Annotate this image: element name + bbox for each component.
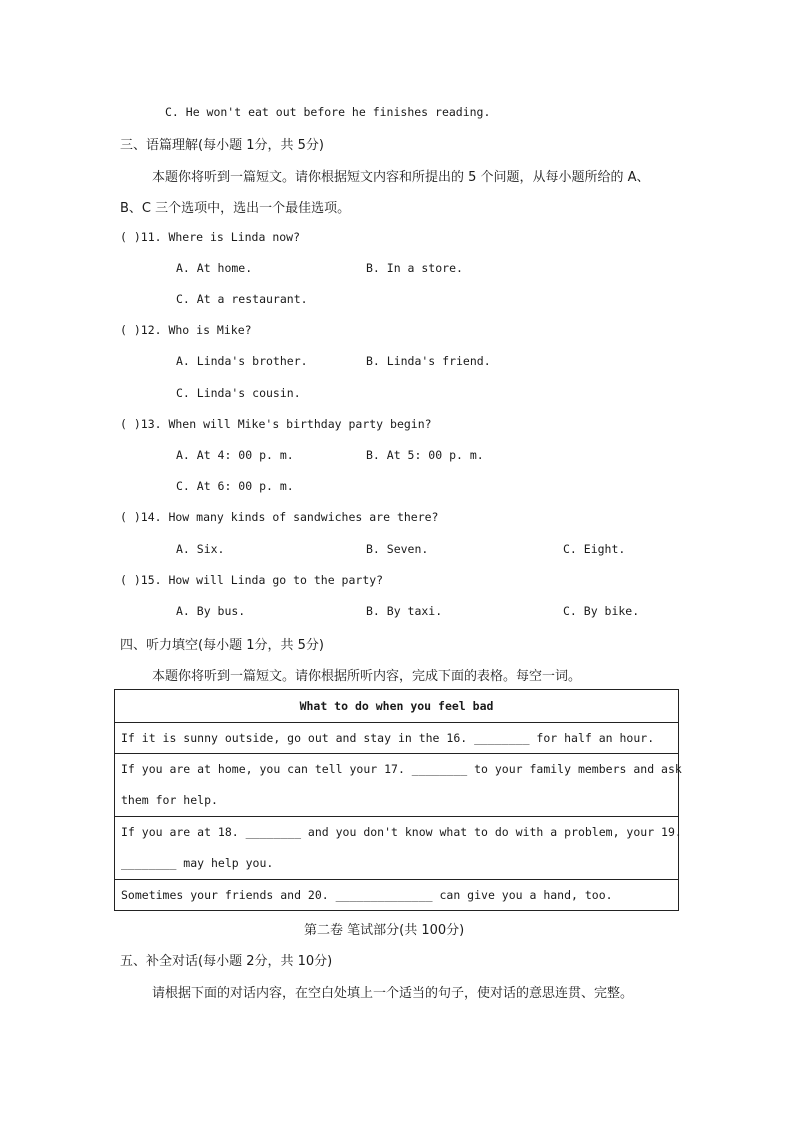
section3-heading: 三、语篇理解(每小题 1分，共 5分): [120, 138, 324, 153]
question-stem: ( )11. Where is Linda now?: [120, 230, 301, 244]
option-c: C. At 6: 00 p. m.: [176, 479, 294, 493]
option-b: B. At 5: 00 p. m.: [366, 448, 484, 462]
table-row: [115, 879, 678, 910]
section5-intro: 请根据下面的对话内容，在空白处填上一个适当的句子，使对话的意思连贯、完整。: [152, 986, 634, 1001]
table-row: [115, 816, 682, 879]
part2-title: 第二卷 笔试部分(共 100分): [304, 923, 465, 938]
table-row: [115, 722, 678, 753]
table-row-text: Sometimes your friends and 20. ______________ can give you a hand, too.: [121, 888, 613, 902]
question-stem: ( )14. How many kinds of sandwiches are there?: [120, 510, 439, 524]
prev-option-c: C. He won't eat out before he finishes reading.: [165, 105, 491, 119]
table-title: What to do when you feel bad: [299, 699, 494, 713]
table-row-text: ________ may help you.: [121, 856, 274, 870]
section3-intro-line1: 本题你将听到一篇短文。请你根据短文内容和所提出的 5 个问题，从每小题所给的 A、: [152, 170, 650, 185]
table-row-text: them for help.: [121, 793, 218, 807]
option-c: C. Linda's cousin.: [176, 386, 301, 400]
question-stem: ( )15. How will Linda go to the party?: [120, 573, 384, 587]
section3-intro-line2: B、C 三个选项中，选出一个最佳选项。: [120, 201, 351, 216]
option-b: B. Linda's friend.: [366, 354, 491, 368]
option-a: A. Six.: [176, 542, 225, 556]
option-b: B. Seven.: [366, 542, 429, 556]
option-c: C. By bike.: [563, 604, 640, 618]
fill-in-table: [114, 689, 682, 911]
section4-intro: 本题你将听到一篇短文。请你根据所听内容，完成下面的表格。每空一词。: [152, 669, 582, 684]
option-a: A. Linda's brother.: [176, 354, 308, 368]
option-a: A. At home.: [176, 261, 253, 275]
option-a: A. At 4: 00 p. m.: [176, 448, 294, 462]
question-stem: ( )13. When will Mike's birthday party begin?: [120, 417, 432, 431]
table-row: [115, 753, 682, 816]
section5-heading: 五、补全对话(每小题 2分，共 10分): [120, 954, 333, 969]
table-row-text: If you are at home, you can tell your 17. ________ to your family members and ask: [121, 762, 682, 776]
table-row-text: If you are at 18. ________ and you don't know what to do with a problem, your 19.: [121, 825, 682, 839]
option-b: B. By taxi.: [366, 604, 443, 618]
option-c: C. Eight.: [563, 542, 626, 556]
question-stem: ( )12. Who is Mike?: [120, 323, 252, 337]
option-a: A. By bus.: [176, 604, 246, 618]
table-row-text: If it is sunny outside, go out and stay in the 16. ________ for half an hour.: [121, 731, 655, 745]
option-b: B. In a store.: [366, 261, 463, 275]
section4-heading: 四、听力填空(每小题 1分，共 5分): [120, 638, 324, 653]
option-c: C. At a restaurant.: [176, 292, 308, 306]
